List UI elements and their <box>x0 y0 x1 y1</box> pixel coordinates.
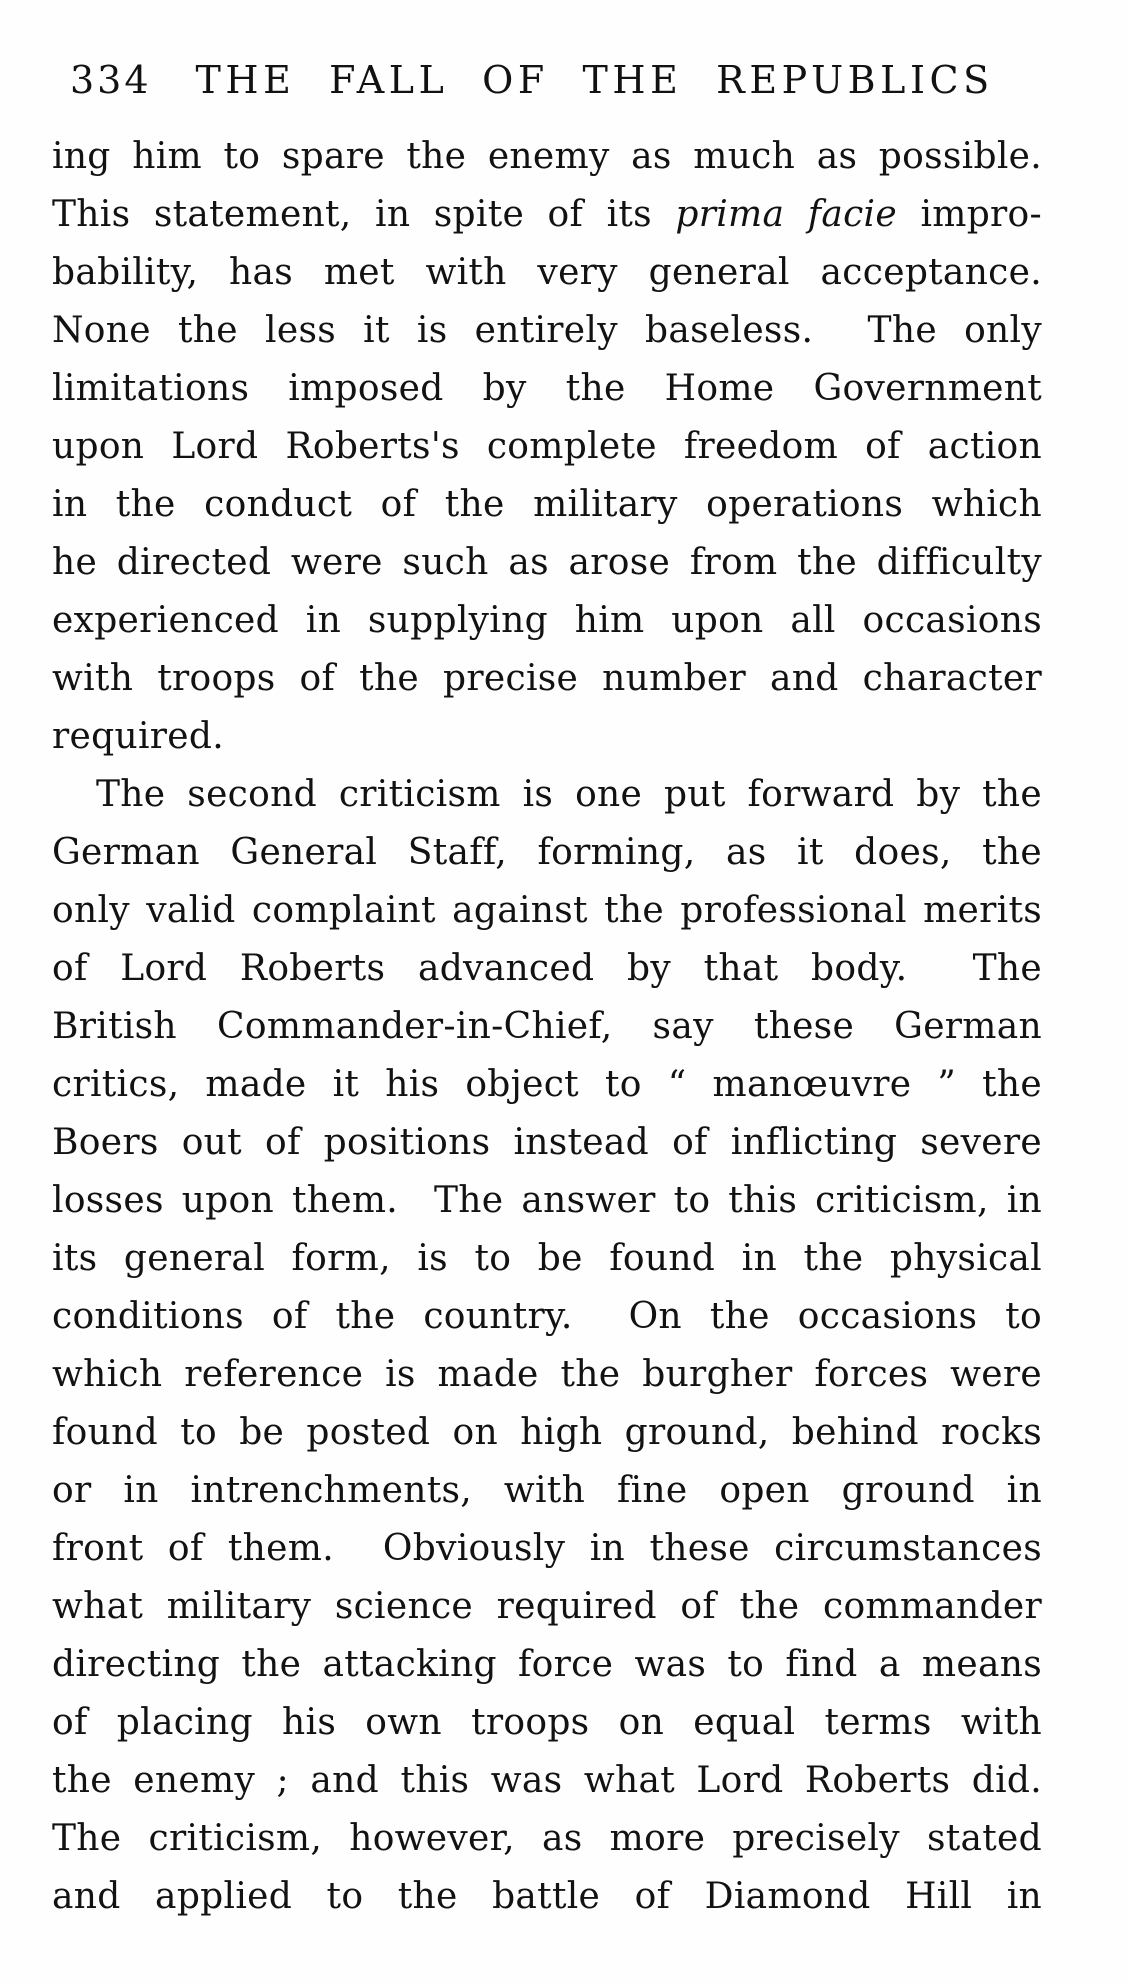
text-line <box>52 882 1042 940</box>
line-text: front of them. Obviously in these circumstances <box>52 1528 1042 1569</box>
line-text: upon Lord Roberts's complete freedom of action <box>52 426 1042 467</box>
line-text: found to be posted on high ground, behind rocks <box>52 1412 1042 1453</box>
line-text: directing the attacking force was to find a means <box>52 1644 1042 1685</box>
text-line <box>52 1288 1042 1346</box>
text-line <box>52 1114 1042 1172</box>
text-line <box>52 1404 1042 1462</box>
running-header <box>70 56 1042 104</box>
line-text: only valid complaint against the professional merits <box>52 890 1042 931</box>
text-line <box>52 1752 1042 1810</box>
line-text: the enemy ; and this was what Lord Roberts did. <box>52 1760 1042 1801</box>
line-text: The second criticism is one put forward by the <box>96 774 1042 815</box>
line-text: its general form, is to be found in the physical <box>52 1238 1042 1279</box>
line-text: with troops of the precise number and character <box>52 658 1042 699</box>
text-line <box>52 1462 1042 1520</box>
italic-text: prima facie <box>675 194 897 235</box>
text-line <box>52 186 1042 244</box>
text-line <box>52 534 1042 592</box>
line-text: experienced in supplying him upon all occasions <box>52 600 1042 641</box>
line-text: ing him to spare the enemy as much as possible. <box>52 136 1042 177</box>
text-line <box>52 1056 1042 1114</box>
text-line <box>52 1346 1042 1404</box>
text-line <box>52 244 1042 302</box>
line-text: and applied to the battle of Diamond Hill in <box>52 1876 1042 1917</box>
running-title: THE FALL OF THE REPUBLICS <box>195 58 994 102</box>
line-text: he directed were such as arose from the difficulty <box>52 542 1042 583</box>
line-text: which reference is made the burgher forces were <box>52 1354 1042 1395</box>
text-line <box>52 1810 1042 1868</box>
line-text: Boers out of positions instead of inflicting severe <box>52 1122 1042 1163</box>
line-text: or in intrenchments, with fine open ground in <box>52 1470 1042 1511</box>
line-text: of Lord Roberts advanced by that body. The <box>52 948 1042 989</box>
text-line <box>52 650 1042 708</box>
text-line <box>52 1694 1042 1752</box>
line-text: bability, has met with very general acceptance. <box>52 252 1042 293</box>
line-text: limitations imposed by the Home Government <box>52 368 1042 409</box>
text-line <box>52 128 1042 186</box>
text-line <box>52 1230 1042 1288</box>
text-line <box>52 998 1042 1056</box>
line-text: impro- <box>896 194 1042 235</box>
text-line <box>52 766 1042 824</box>
line-text: required. <box>52 716 224 757</box>
page-body <box>52 128 1042 1926</box>
text-line <box>52 302 1042 360</box>
line-text: None the less it is entirely baseless. The only <box>52 310 1042 351</box>
text-line <box>52 1172 1042 1230</box>
line-text: German General Staff, forming, as it does, the <box>52 832 1042 873</box>
text-line <box>52 592 1042 650</box>
line-text: The criticism, however, as more precisely stated <box>52 1818 1042 1859</box>
text-line <box>52 418 1042 476</box>
line-text: critics, made it his object to “ manœuvre ” the <box>52 1064 1042 1105</box>
line-text: conditions of the country. On the occasions to <box>52 1296 1042 1337</box>
line-text: what military science required of the commander <box>52 1586 1042 1627</box>
line-text: in the conduct of the military operations which <box>52 484 1042 525</box>
text-line <box>52 1578 1042 1636</box>
text-line <box>52 1868 1042 1926</box>
text-line <box>52 360 1042 418</box>
line-text: British Commander-in-Chief, say these German <box>52 1006 1042 1047</box>
text-line <box>52 1636 1042 1694</box>
text-line <box>52 1520 1042 1578</box>
text-line <box>52 708 1042 766</box>
text-line <box>52 824 1042 882</box>
text-line <box>52 940 1042 998</box>
page-number: 334 <box>70 58 152 102</box>
line-text: losses upon them. The answer to this criticism, in <box>52 1180 1042 1221</box>
line-text: of placing his own troops on equal terms with <box>52 1702 1042 1743</box>
line-text: This statement, in spite of its <box>52 194 676 235</box>
text-line <box>52 476 1042 534</box>
